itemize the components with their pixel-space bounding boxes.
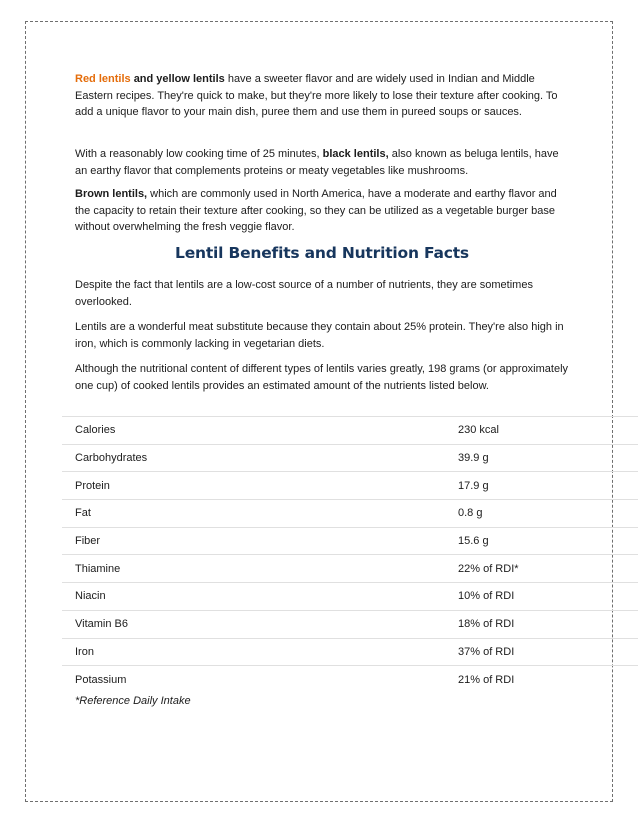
nutrient-name: Calories	[62, 417, 446, 445]
nutrient-name: Fiber	[62, 527, 446, 555]
nutrient-name: Iron	[62, 638, 446, 666]
nutrient-value: 37% of RDI	[446, 638, 638, 666]
nutrient-name: Potassium	[75, 673, 127, 686]
nutrient-name: Carbohydrates	[62, 444, 446, 472]
table-row	[62, 444, 638, 472]
table-row	[62, 527, 638, 555]
table-row	[62, 583, 638, 611]
brown-lentils-label: Brown lentils,	[75, 188, 148, 200]
black-lentils-paragraph	[75, 146, 569, 179]
nutrient-value: 39.9 g	[446, 444, 638, 472]
yellow-lentils-label: and yellow lentils	[133, 73, 225, 85]
nutrient-value: 230 kcal	[446, 417, 638, 445]
nutrient-value: 10% of RDI	[446, 583, 638, 611]
red-lentils-label: Red lentils	[75, 73, 131, 85]
table-row	[62, 666, 638, 694]
nutrient-value: 0.8 g	[446, 500, 638, 528]
nutrient-name: Fat	[62, 500, 446, 528]
footnote: *Reference Daily Intake	[75, 695, 191, 707]
black-lentils-label: black lentils,	[322, 148, 389, 160]
section-heading: Lentil Benefits and Nutrition Facts	[175, 244, 469, 262]
brown-lentils-text: which are commonly used in North America, have a moderate and earthy flavor and the capacity to retain their texture after cooking, so they can be utilized as a vegetable burger base without overwhelming the fresh veggie flavor.	[75, 188, 557, 233]
nutrients-overlooked-paragraph: Despite the fact that lentils are a low-cost source of a number of nutrients, they are sometimes overlooked.	[75, 279, 533, 308]
nutrient-value: 22% of RDI*	[446, 555, 638, 583]
nutrition-table	[62, 416, 638, 693]
black-lentils-text: also known as beluga lentils, have an earthy flavor that complements proteins or meaty vegetables like mushrooms.	[75, 148, 559, 177]
table-row	[62, 417, 638, 445]
table-row	[62, 610, 638, 638]
protein-iron-paragraph: Lentils are a wonderful meat substitute because they contain about 25% protein. They're also high in iron, which is commonly lacking in vegetarian diets.	[75, 321, 564, 350]
nutrient-name: Thiamine	[62, 555, 446, 583]
nutrient-name: Vitamin B6	[62, 610, 446, 638]
table-row	[62, 500, 638, 528]
red-yellow-lentils-text: have a sweeter flavor and are widely used in Indian and Middle Eastern recipes. They're quick to make, but they're more likely to lose their texture after cooking. To add a unique flavor to your main dish, puree them and use them in pureed soups or sauces.	[75, 73, 558, 118]
nutrient-value: 15.6 g	[446, 527, 638, 555]
nutrient-value: 17.9 g	[446, 472, 638, 500]
table-row	[62, 555, 638, 583]
nutrient-name: Niacin	[62, 583, 446, 611]
nutrient-value: 18% of RDI	[446, 610, 638, 638]
black-lentils-intro: With a reasonably low cooking time of 25 minutes,	[75, 148, 323, 160]
red-yellow-lentils-paragraph	[75, 71, 569, 121]
nutrient-amounts-paragraph: Although the nutritional content of different types of lentils varies greatly, 198 grams (or approximately one cup) of cooked lentils provides an estimated amount of the nutrients listed below.	[75, 363, 569, 392]
table-row	[62, 638, 638, 666]
nutrient-value: 21% of RDI	[458, 673, 515, 686]
table-row	[62, 472, 638, 500]
brown-lentils-paragraph	[75, 186, 569, 236]
nutrient-name: Protein	[62, 472, 446, 500]
